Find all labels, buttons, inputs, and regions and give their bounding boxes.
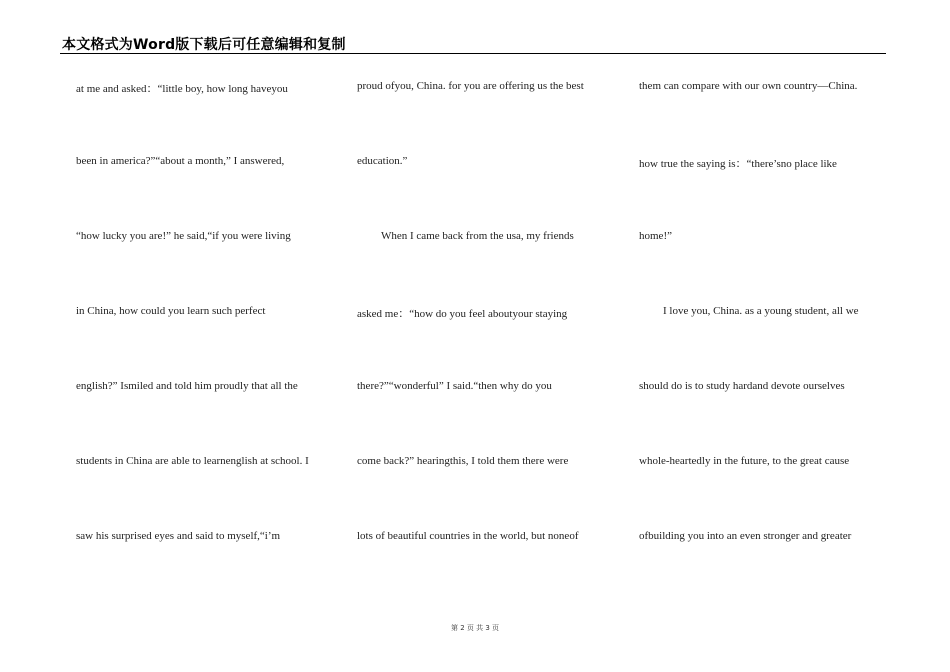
- text-line: at me and asked：“little boy, how long haveyou: [76, 83, 288, 95]
- text-line: them can compare with our own country—China.: [639, 80, 858, 92]
- page-number: 第 2 页 共 3 页: [450, 624, 500, 632]
- text-line: students in China are able to learnenglish at school. I: [76, 455, 309, 467]
- text-line: lots of beautiful countries in the world, but noneof: [357, 530, 579, 542]
- text-line: saw his surprised eyes and said to myself,“i’m: [76, 530, 281, 542]
- text-line: When I came back from the usa, my friends: [381, 230, 574, 242]
- text-line: proud ofyou, China. for you are offering us the best: [357, 80, 584, 92]
- text-line: been in america?”“about a month,” I answered,: [76, 155, 285, 167]
- text-line: I love you, China. as a young student, all we: [663, 305, 859, 317]
- text-line: education.”: [357, 155, 408, 167]
- text-line: whole-heartedly in the future, to the great cause: [639, 455, 850, 467]
- text-line: how true the saying is：“there’sno place like: [639, 158, 837, 170]
- text-line: there?”“wonderful” I said.“then why do you: [357, 380, 552, 392]
- text-line: “how lucky you are!” he said,“if you were living: [76, 230, 291, 242]
- header-title: 本文格式为Word版下载后可任意编辑和复制: [62, 37, 346, 53]
- text-line: asked me：“how do you feel aboutyour staying: [357, 308, 568, 320]
- text-line: come back?” hearingthis, I told them there were: [357, 455, 569, 467]
- text-line: in China, how could you learn such perfect: [76, 305, 266, 317]
- text-line: home!”: [639, 230, 672, 242]
- text-line: should do is to study hardand devote ourselves: [639, 380, 845, 392]
- header-divider: [60, 53, 886, 54]
- text-line: ofbuilding you into an even stronger and greater: [639, 530, 852, 542]
- text-line: english?” Ismiled and told him proudly that all the: [76, 380, 298, 392]
